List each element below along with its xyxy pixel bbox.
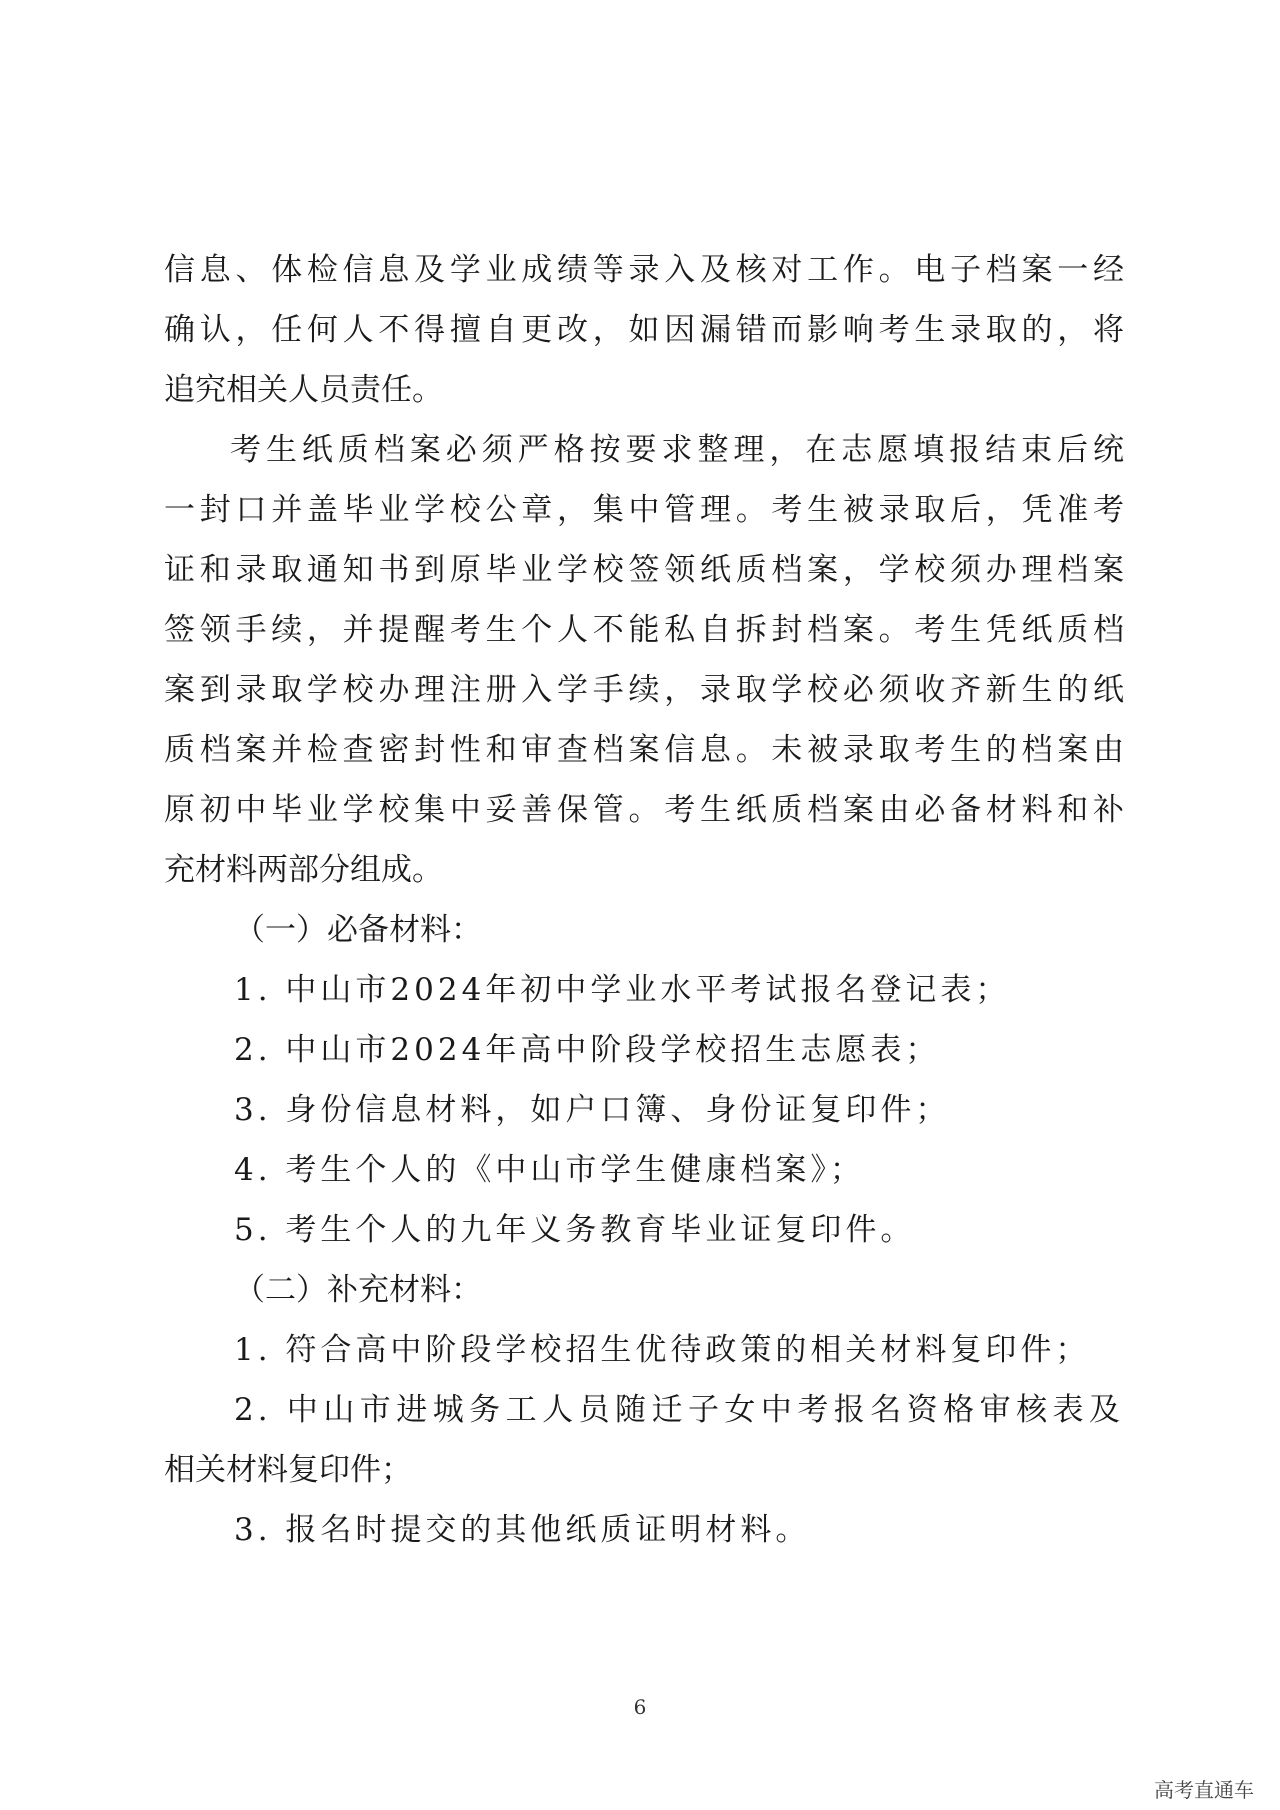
paragraph-line: 质档案并检查密封性和审查档案信息。未被录取考生的档案由 [164,732,1124,768]
paragraph-line: 信息、体检信息及学业成绩等录入及核对工作。电子档案一经 [164,252,1124,288]
paragraph-line: 追究相关人员责任。 [164,372,443,408]
paragraph-line: 原初中毕业学校集中妥善保管。考生纸质档案由必备材料和补 [164,792,1124,828]
paragraph-line: 充材料两部分组成。 [164,852,443,888]
list-item: 3. 身份信息材料，如户口簿、身份证复印件； [234,1092,951,1128]
section-heading: （二）补充材料： [234,1272,482,1308]
paragraph-line: 一封口并盖毕业学校公章，集中管理。考生被录取后，凭准考 [164,492,1124,528]
section-heading: （一）必备材料： [234,912,482,948]
list-item: 3. 报名时提交的其他纸质证明材料。 [234,1512,811,1548]
document-body [164,240,1124,1560]
list-item: 1. 符合高中阶段学校招生优待政策的相关材料复印件； [234,1332,1091,1368]
list-item: 4. 考生个人的《中山市学生健康档案》； [234,1152,865,1188]
page-number: 6 [633,1695,647,1719]
list-item: 2. 中山市进城务工人员随迁子女中考报名资格审核表及 [234,1392,1124,1428]
paragraph-line: 证和录取通知书到原毕业学校签领纸质档案，学校须办理档案 [164,552,1124,588]
paragraph-line: 案到录取学校办理注册入学手续，录取学校必须收齐新生的纸 [164,672,1124,708]
list-item-continuation: 相关材料复印件； [164,1452,412,1488]
list-item: 5. 考生个人的九年义务教育毕业证复印件。 [234,1212,916,1248]
list-item: 2. 中山市2024年高中阶段学校招生志愿表； [234,1032,941,1068]
paragraph-line: 签领手续，并提醒考生个人不能私自拆封档案。考生凭纸质档 [164,612,1124,648]
paragraph-line: 确认，任何人不得擅自更改，如因漏错而影响考生录取的，将 [164,312,1124,348]
watermark-label: 高考直通车 [1150,1772,1258,1805]
paragraph-line: 考生纸质档案必须严格按要求整理，在志愿填报结束后统 [230,432,1124,468]
list-item: 1. 中山市2024年初中学业水平考试报名登记表； [234,972,1011,1008]
